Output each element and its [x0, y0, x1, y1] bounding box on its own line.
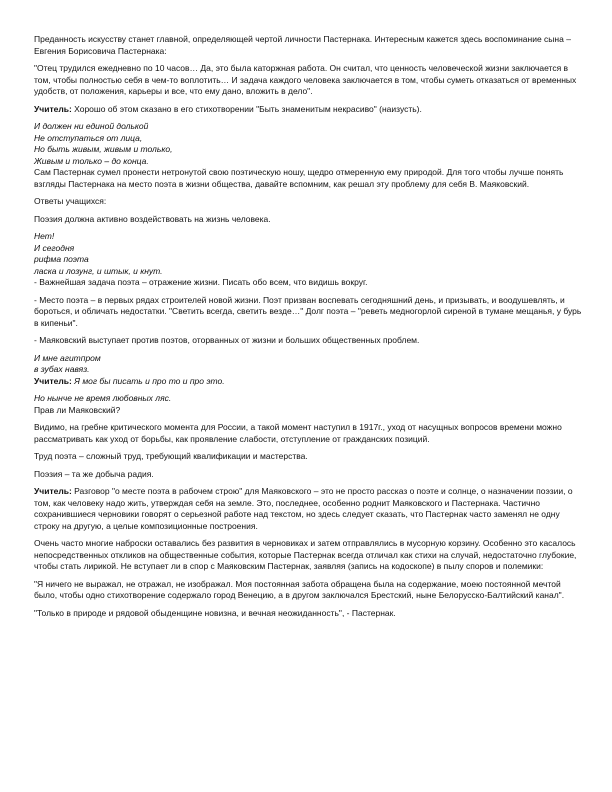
quote-paragraph: "Только в природе и рядовой обыденщине новизна, и вечная неожиданность", - Пастернак.: [34, 607, 396, 618]
teacher-label: Учитель:: [34, 103, 72, 114]
teacher-paragraph: [34, 486, 582, 532]
paragraph: - Маяковский выступает против поэтов, оторванных от жизни и больших общественных проблем.: [34, 335, 420, 345]
paragraph: Сам Пастернак сумел пронести нетронутой свою поэтическую ношу, щедро отмеренную ему природой. Для того чтобы лучше понять взгляды Пастернака на место поэта в жизни общества, давайте вспомним, как решал эту проблему для себя В. Маяковский.: [34, 167, 564, 189]
paragraph: - Важнейшая задача поэта – отражение жизни. Писать обо всем, что видишь вокруг.: [34, 277, 368, 287]
paragraph: Поэзия должна активно воздействовать на жизнь человека.: [34, 213, 271, 224]
paragraph: - Место поэта – в первых рядах строителей новой жизни. Поэт призван воспевать сегодняшний день, и призывать, и воодушевлять, и бороться, и обличать недостатки. "Светить всегда, светить везде…" Долг поэта – "реветь медногорлой сиреной в тумане мещанья, у бурь в кипеньи".: [34, 294, 582, 328]
teacher-paragraph: [34, 104, 582, 116]
poem-line: И сегодня: [34, 242, 75, 253]
teacher-label: Учитель:: [34, 486, 72, 496]
document-page: [34, 34, 582, 625]
poem-line: Живым и только – до конца.: [34, 155, 149, 166]
paragraph: Видимо, на гребне критического момента для России, а такой момент наступил в 1917г., уход от насущных вопросов времени можно рассматривать как уход от борьбы, как проявление слабости, отступление от гражданских позиций.: [34, 422, 562, 444]
paragraph: Прав ли Маяковский?: [34, 404, 121, 415]
paragraph: Очень часто многие наброски оставались без развития в черновиках и затем отправлялись в мусорную корзину. Особенно это касалось непосредственных откликов на общественные события, которые Пастернак всегда отличал как стихи на случай, недостаточно глубокие, чтобы стать лирикой. Не вступает ли в спор с Маяковским Пастернак, заявляя (запись на кодоскопе) в пылу споров и полемики:: [34, 538, 577, 571]
poem-line: Но быть живым, живым и только,: [34, 144, 173, 154]
teacher-text: Разговор "о месте поэта в рабочем строю" для Маяковского – это не просто рассказ о поэте и солнце, о назначении поэзии, о том, как человеку надо жить, утверждая себя на земле. Это, последнее, особенно роднит Маяковского и Пастернака. Частично сохранившиеся черновики говорят о серьезной работе над текстом, но здесь следует сказать, что Пастернак часто заменял не одну строку на другую, а целые композиционные построения.: [34, 486, 573, 531]
poem-line: И должен ни единой долькой: [34, 121, 149, 131]
paragraph: Поэзия – та же добыча радия.: [34, 468, 154, 479]
poem-line: Но нынче не время любовных ляс.: [34, 393, 172, 403]
poem-line: И мне агитпром: [34, 352, 101, 363]
poem-stanza: [34, 353, 582, 376]
poem-line: рифма поэта: [34, 254, 89, 264]
teacher-text: Я мог бы писать и про то и про это.: [71, 375, 225, 386]
teacher-text: Хорошо об этом сказано в его стихотворении "Быть знаменитым некрасиво" (наизусть).: [71, 103, 422, 114]
quote-paragraph: "Я ничего не выражал, не отражал, не изображал. Моя постоянная забота обращена была на содержание, моею постоянной мечтой было, чтобы одно стихотворение содержало город Венецию, а в другом заключался Брестский, ныне Белорусско-Балтийский канал".: [34, 578, 565, 600]
poem-line: Нет!: [34, 231, 55, 241]
poem-stanza: [34, 121, 582, 167]
quote-paragraph: "Отец трудился ежедневно по 10 часов… Да, это была каторжная работа. Он считал, что ценность человеческой жизни заключается в том, чтобы полностью себя в чем-то воплотить… И задача каждого человека заключается в том, чтобы суметь отказаться от временных удобств, от положения, карьеры и все, что ему дано, вложить в дело".: [34, 63, 577, 96]
teacher-label: Учитель:: [34, 375, 72, 386]
poem-stanza: [34, 231, 582, 277]
teacher-paragraph: [34, 376, 582, 388]
poem-line: Не отступаться от лица,: [34, 132, 143, 143]
poem-line: ласка и лозунг, и штык, и кнут.: [34, 265, 163, 276]
paragraph: Ответы учащихся:: [34, 196, 107, 206]
paragraph: Труд поэта – сложный труд, требующий квалификации и мастерства.: [34, 451, 308, 461]
paragraph: Преданность искусству станет главной, определяющей чертой личности Пастернака. Интересным кажется здесь воспоминание сына – Евгения Борисовича Пастернака:: [34, 34, 571, 56]
poem-line: в зубах навяз.: [34, 364, 90, 374]
